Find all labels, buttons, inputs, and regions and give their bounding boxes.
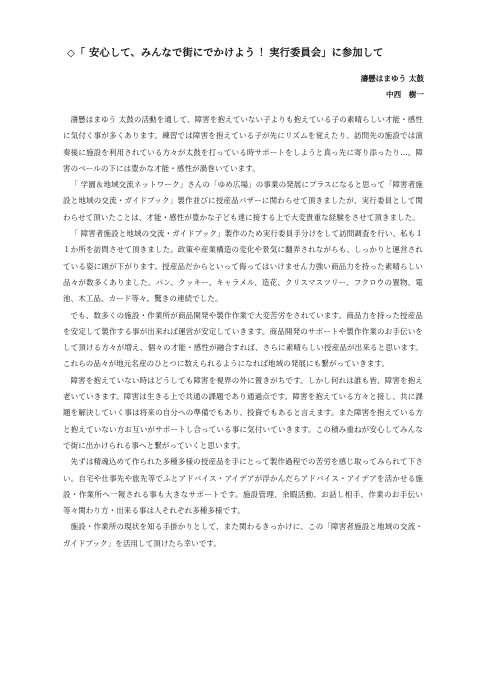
author-name: 中西 樹一 — [386, 90, 424, 99]
document-body — [63, 112, 423, 552]
paragraph: 「 学園＆地域交流ネットワーク」さんの「ゆめ広場」の事業の発展にプラスになると思って「障害者施設と地域の交流・ガイドブック」製作並びに授産品バザーに関わらせて頂きましたが、実行委員として関わらせて頂いたことは、才能・感性が豊かな子ども達に接する上で大変貴重な経験をさせて頂きました。 — [63, 180, 423, 222]
document-title: ◇「 安心して、みんなで街にでかけよう ！実行委員会」に参加して — [67, 48, 384, 59]
organization-name: 濤懸はまゆう 太鼓 — [360, 74, 424, 83]
paragraph: 先ずは精魂込めて作られた多種多様の授産品を手にとって製作過程での苦労を感じ取ってみられて下さい。自宅や仕事先や旅先等でふとアドバイス・アイデアが浮かんだらアドバイス・アイデアを活かせる施設・作業所へ一報される事も大きなサポートです。施設管理、余暇活動、お話し相手、作業のお手伝い等々関わり方・出来る事は人それぞれ多種多様です。 — [63, 457, 423, 516]
paragraph: 「 障害者施設と地域の交流・ガイドブック」製作のため実行委員手分けをして訪問調査を行い、私も１１か所を訪問させて頂きました。政策や産業構造の変化や景気に翻弄されながらも、しっかりと運営されている姿に頭が下がります。授産品だからといって侮ってはいけません力強い商品力を持った素晴らしい品々が数多くありました。パン、クッキー、キャラメル、造花、クリスマスツリー、フクロウの置物、電池、木工品、カード等々。驚きの連続でした。 — [63, 229, 423, 304]
paragraph: 施設・作業所の現状を知る手掛かりとして、また関わるきっかけに、この「障害者施設と地域の交流・ガイドブック」を活用して頂けたら幸いです。 — [63, 522, 423, 548]
paragraph: 濤懸はまゆう 太鼓の活動を通して、障害を抱えていない子よりも抱えている子の素晴らしい才能・感性に気付く事が多くあります。練習では障害を抱えている子が先にリズムを覚えたり、訪問先の施設では演奏後に施設を利用されている方々が太鼓を打っている時サポートをしようと真っ先に寄り添ったり…。障害のベールの下には豊かな才能・感性が渦巻いています。 — [63, 115, 423, 173]
paragraph: 障害を抱えていない時はどうしても障害を視界の外に置きがちです。しかし何れは誰も皆、障害を抱え老いていきます。障害は生きる上で共通の課題であり通過点です。障害を抱えている方々と接し、共に課題を解決していく事は将来の自分への準備でもあり、投資でもあると言えます。また障害を抱えている方と抱えていない方お互いがサポートし合っている事に気付いていきます。この積み重ねが安心してみんなで街に出かけられる事へと繋がっていくと思います。 — [63, 375, 423, 450]
paragraph: でも、数多くの施設・作業所が商品開発や製作作業で大変苦労をされています。商品力を持った授産品を安定して製作する事が出来れば運営が安定していきます。商品開発のサポートや製作作業のお手伝いをして頂ける方々が増え、個々の才能・感性が融合すれば、さらに素晴らしい授産品が出来ると思います。これらの品々が地元名産のひとつに数えられるようになれば地域の発展にも繋がっていきます。 — [63, 310, 423, 369]
